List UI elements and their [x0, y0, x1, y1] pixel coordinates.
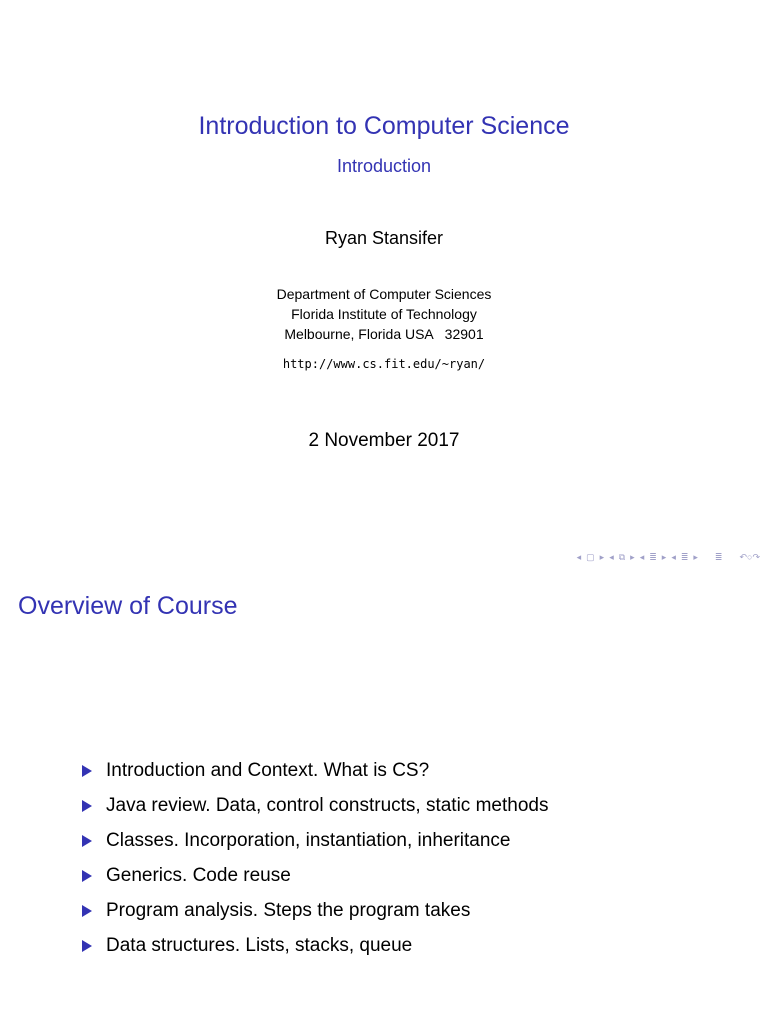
- course-topics-list: [82, 759, 548, 969]
- frame-title: Overview of Course: [18, 592, 238, 620]
- right-arrow-icon[interactable]: ▸: [630, 552, 635, 562]
- left-arrow-icon[interactable]: ◂: [576, 552, 582, 562]
- presentation-subtitle: Introduction: [336, 156, 432, 176]
- right-arrow-icon[interactable]: ▸: [693, 552, 698, 562]
- list-item: Introduction and Context. What is CS?: [82, 759, 548, 794]
- frame-icon[interactable]: ▢: [586, 552, 595, 562]
- institute-line-address: Melbourne, Florida USA 32901: [284, 326, 484, 342]
- right-arrow-icon[interactable]: ▸: [661, 552, 667, 562]
- beamer-navigation-bar: [577, 552, 760, 563]
- bullet-triangle-icon: [82, 765, 92, 777]
- bullet-triangle-icon: [82, 835, 92, 847]
- list-item: Program analysis. Steps the program takes: [82, 899, 548, 934]
- search-icon[interactable]: ↶○↷: [739, 552, 760, 562]
- author-url[interactable]: http://www.cs.fit.edu/~ryan/: [282, 357, 486, 371]
- institute-line-department: Department of Computer Sciences: [276, 286, 492, 302]
- author-name: Ryan Stansifer: [324, 228, 444, 248]
- bullet-triangle-icon: [82, 870, 92, 882]
- list-item: Classes. Incorporation, instantiation, inheritance: [82, 829, 548, 864]
- list-item: Generics. Code reuse: [82, 864, 548, 899]
- toc-icon[interactable]: ≣: [714, 552, 723, 562]
- bullet-triangle-icon: [82, 800, 92, 812]
- bullet-triangle-icon: [82, 905, 92, 917]
- overview-slide: [0, 576, 768, 1024]
- institute-block: [0, 284, 768, 344]
- left-arrow-icon[interactable]: ◂: [671, 552, 676, 562]
- left-arrow-icon[interactable]: ◂: [609, 552, 614, 562]
- bullet-triangle-icon: [82, 940, 92, 952]
- section-icon[interactable]: ≣: [649, 552, 657, 562]
- right-arrow-icon[interactable]: ▸: [599, 552, 605, 562]
- presentation-date: 2 November 2017: [308, 430, 460, 451]
- list-item: Java review. Data, control constructs, static methods: [82, 794, 548, 829]
- presentation-icon[interactable]: ≣: [680, 552, 689, 562]
- left-arrow-icon[interactable]: ◂: [639, 552, 645, 562]
- institute-line-school: Florida Institute of Technology: [291, 306, 477, 322]
- presentation-title: Introduction to Computer Science: [198, 112, 570, 140]
- list-item: Data structures. Lists, stacks, queue: [82, 934, 548, 969]
- subsection-icon[interactable]: ⧉: [618, 552, 626, 562]
